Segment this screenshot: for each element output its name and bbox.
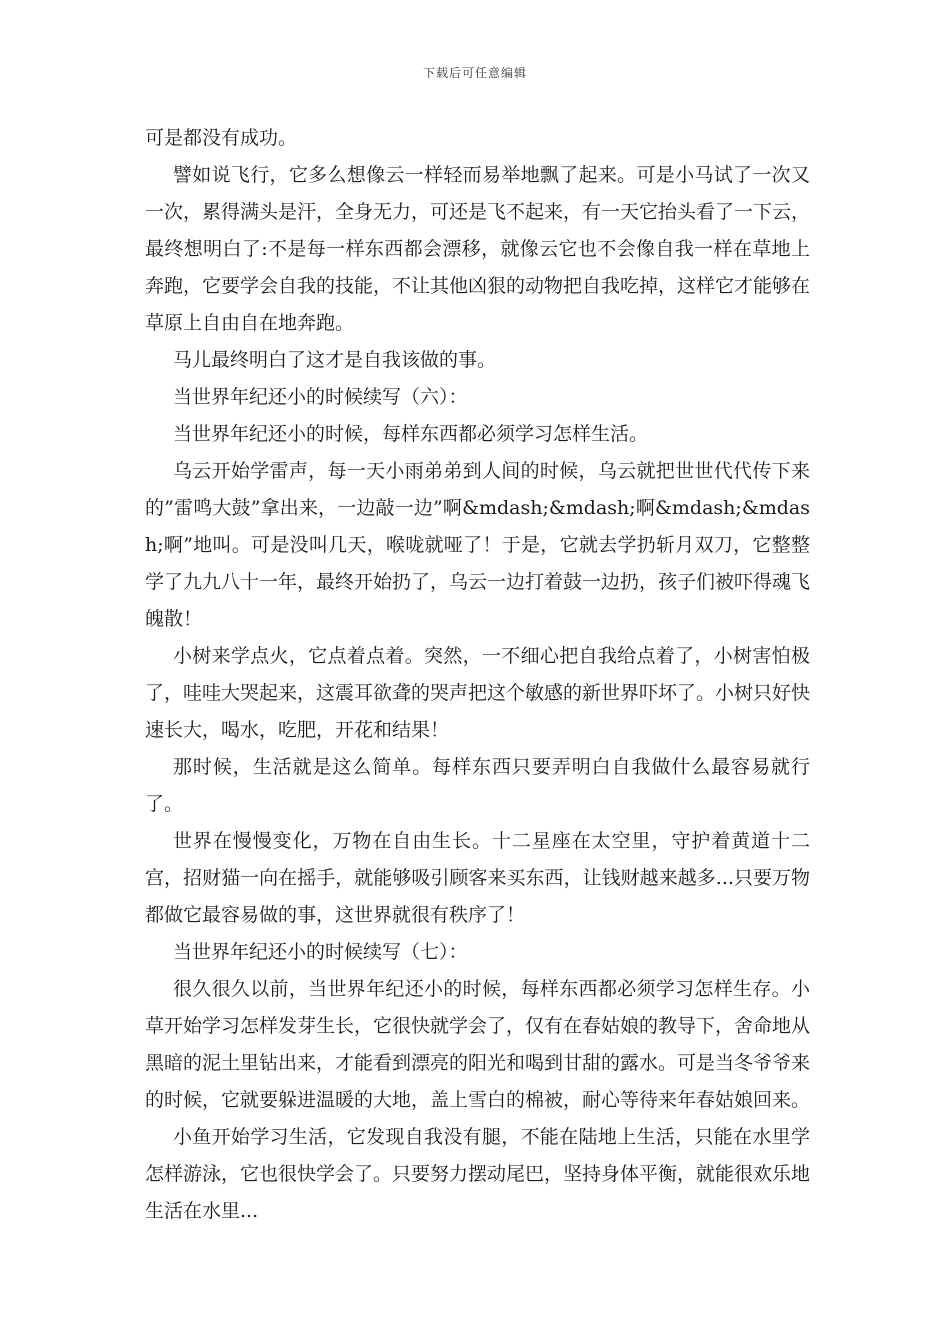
section-heading: 当世界年纪还小的时候续写（七）：: [173, 941, 468, 963]
paragraph: 马儿最终明白了这才是自我该做的事。: [173, 349, 497, 371]
document-body: [145, 120, 810, 1230]
paragraph: 世界在慢慢变化，万物在自由生长。十二星座在太空里，守护着黄道十二宫，招财猫一向在摇手，就能够吸引顾客来买东西，让钱财越来越多...只要万物都做它最容易做的事，这世界就很有秩序了！: [145, 830, 810, 926]
paragraph: 当世界年纪还小的时候，每样东西都必须学习怎样生活。: [173, 423, 649, 445]
paragraph: 乌云开始学雷声，每一天小雨弟弟到人间的时候，乌云就把世世代代传下来的”雷鸣大鼓”拿出来，一边敲一边”啊&mdash;&mdash;啊&mdash;&mdash;啊”地叫。可是没叫几天，喉咙就哑了！于是，它就去学扔斩月双刀，它整整学了九九八十一年，最终开始扔了，乌云一边打着鼓一边扔，孩子们被吓得魂飞魄散！: [145, 460, 811, 630]
paragraph: 那时候，生活就是这么简单。每样东西只要弄明白自我做什么最容易就行了。: [145, 756, 810, 815]
page-header: 下载后可任意编辑: [422, 66, 527, 80]
paragraph: 譬如说飞行，它多么想像云一样轻而易举地飘了起来。可是小马试了一次又一次，累得满头是汗，全身无力，可还是飞不起来，有一天它抬头看了一下云，最终想明白了:不是每一样东西都会漂移，就像云它也不会像自我一样在草地上奔跑，它要学会自我的技能，不让其他凶狠的动物把自我吃掉，这样它才能够在草原上自由自在地奔跑。: [145, 164, 811, 334]
paragraph: 小树来学点火，它点着点着。突然，一不细心把自我给点着了，小树害怕极了，哇哇大哭起来，这震耳欲聋的哭声把这个敏感的新世界吓坏了。小树只好快速长大，喝水，吃肥，开花和结果！: [145, 645, 811, 741]
paragraph: 可是都没有成功。: [145, 127, 298, 149]
section-heading: 当世界年纪还小的时候续写（六）：: [173, 386, 468, 408]
paragraph: 小鱼开始学习生活，它发现自我没有腿，不能在陆地上生活，只能在水里学怎样游泳，它也很快学会了。只要努力摆动尾巴，坚持身体平衡，就能很欢乐地生活在水里...: [145, 1126, 811, 1222]
paragraph: 很久很久以前，当世界年纪还小的时候，每样东西都必须学习怎样生存。小草开始学习怎样发芽生长，它很快就学会了，仅有在春姑娘的教导下，舍命地从黑暗的泥土里钻出来，才能看到漂亮的阳光和喝到甘甜的露水。可是当冬爷爷来的时候，它就要躲进温暖的大地，盖上雪白的棉被，耐心等待来年春姑娘回来。: [145, 978, 811, 1111]
